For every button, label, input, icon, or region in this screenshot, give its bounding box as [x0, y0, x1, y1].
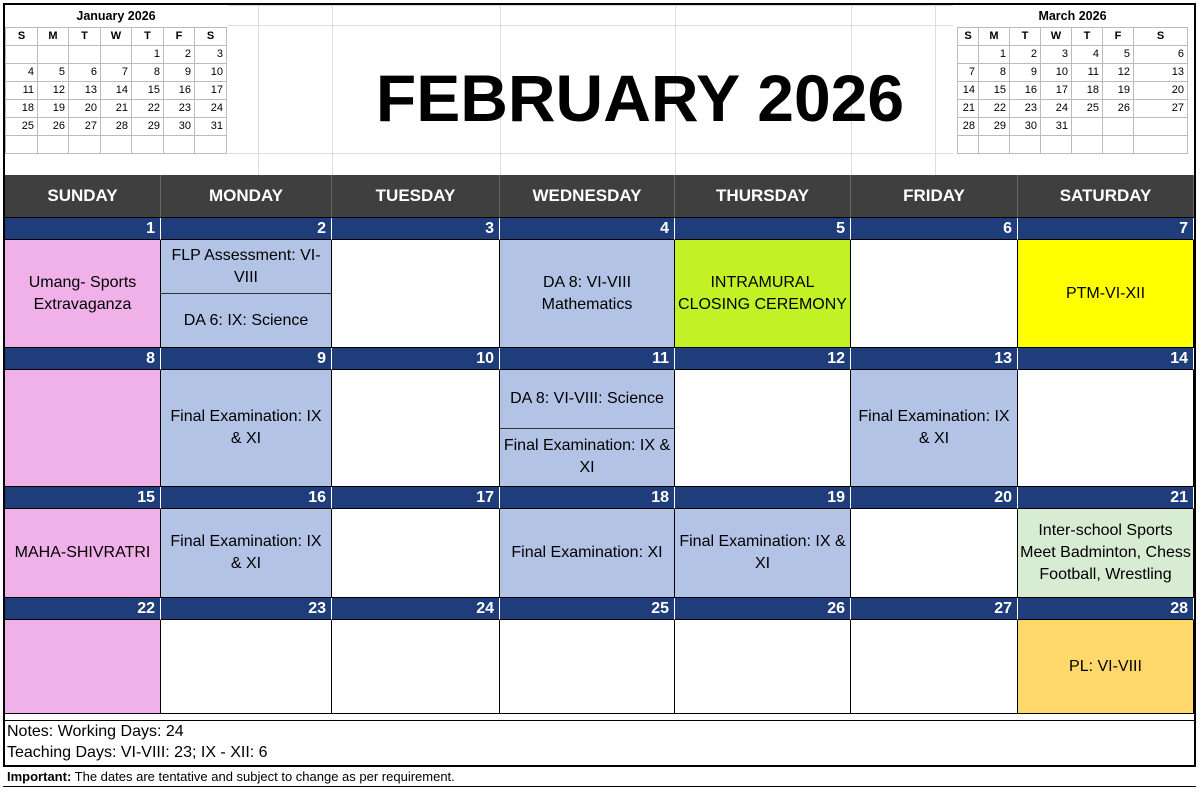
- day-cell[interactable]: [332, 509, 500, 598]
- important-label: Important:: [7, 769, 72, 784]
- date-number: 9: [161, 348, 332, 370]
- day-cell[interactable]: [1018, 370, 1194, 487]
- weekday-monday: MONDAY: [161, 175, 332, 217]
- important-note: [7, 769, 455, 784]
- day-cell[interactable]: [851, 370, 1018, 487]
- date-number: 5: [675, 218, 851, 240]
- mini-calendar-date: 19: [38, 99, 69, 117]
- date-number: 10: [332, 348, 500, 370]
- day-cell[interactable]: [161, 509, 332, 598]
- date-number: 17: [332, 487, 500, 509]
- mini-calendar-date: 14: [958, 81, 979, 99]
- calendar-event: PL: VI-VIII: [1069, 657, 1142, 675]
- mini-calendar-weekday: F: [1103, 27, 1134, 45]
- mini-calendar-date: 23: [164, 99, 195, 117]
- calendar-event: Umang- Sports Extravaganza: [28, 273, 137, 313]
- calendar-event: PTM-VI-XII: [1065, 284, 1146, 302]
- day-cell[interactable]: [161, 370, 332, 487]
- notes-working-days: Notes: Working Days: 24: [7, 723, 184, 740]
- day-cell[interactable]: [5, 620, 161, 714]
- calendar-event: Final Examination: IX & XI: [679, 533, 846, 572]
- mini-calendar-date: [6, 45, 38, 63]
- mini-calendar-date: 9: [164, 63, 195, 81]
- day-cell[interactable]: [675, 509, 851, 598]
- mini-calendar-date: 31: [195, 117, 227, 135]
- mini-calendar-weekday: F: [164, 27, 195, 45]
- notes-teaching-days: Teaching Days: VI-VIII: 23; IX - XII: 6: [7, 744, 268, 761]
- mini-calendar-date: 8: [979, 63, 1010, 81]
- mini-calendar-title: March 2026: [958, 5, 1188, 27]
- date-number-row: [5, 348, 1194, 370]
- date-number: 15: [5, 487, 161, 509]
- mini-calendar-date: 31: [1041, 117, 1072, 135]
- day-cell[interactable]: [161, 240, 332, 348]
- mini-calendar-date: 10: [1041, 63, 1072, 81]
- date-number: 14: [1018, 348, 1194, 370]
- mini-calendar-date: 18: [1072, 81, 1103, 99]
- mini-calendar-date: [69, 45, 101, 63]
- day-cell[interactable]: [1018, 620, 1194, 714]
- calendar-event: FLP Assessment: VI-VIII: [171, 246, 321, 286]
- day-cell[interactable]: [1018, 509, 1194, 598]
- day-cell[interactable]: [5, 240, 161, 348]
- mini-calendar-weekday: T: [1072, 27, 1103, 45]
- weekday-wednesday: WEDNESDAY: [500, 175, 675, 217]
- calendar-event: Final Examination: IX & XI: [170, 408, 322, 447]
- mini-calendar-date: 18: [6, 99, 38, 117]
- calendar-event: DA 6: IX: Science: [161, 293, 331, 347]
- mini-calendar-weekday: S: [1134, 27, 1188, 45]
- day-cell[interactable]: [675, 620, 851, 714]
- date-number: 19: [675, 487, 851, 509]
- mini-calendar-date: 4: [6, 63, 38, 81]
- weeks-container: [5, 218, 1194, 714]
- mini-calendar-date: 17: [1041, 81, 1072, 99]
- weekday-tuesday: TUESDAY: [332, 175, 500, 217]
- date-number: 13: [851, 348, 1018, 370]
- date-number: 28: [1018, 598, 1194, 620]
- day-cell[interactable]: [500, 370, 675, 487]
- mini-calendar-date: 15: [132, 81, 164, 99]
- mini-calendar-weekday: T: [1010, 27, 1041, 45]
- mini-calendar-date: 14: [101, 81, 132, 99]
- event-row: [5, 620, 1194, 714]
- mini-calendar-date: 15: [979, 81, 1010, 99]
- date-number-row: [5, 218, 1194, 240]
- mini-calendar-date: 19: [1103, 81, 1134, 99]
- day-cell[interactable]: [500, 620, 675, 714]
- date-number-row: [5, 598, 1194, 620]
- date-number: 27: [851, 598, 1018, 620]
- mini-calendar-date: 4: [1072, 45, 1103, 63]
- date-number: 24: [332, 598, 500, 620]
- day-cell[interactable]: [332, 620, 500, 714]
- date-number: 25: [500, 598, 675, 620]
- calendar-event: Inter-school Sports Meet Badminton, Chess Football, Wrestling: [1020, 522, 1191, 583]
- bottom-rule: [3, 786, 1196, 787]
- mini-calendar-date: 25: [6, 117, 38, 135]
- mini-calendar-date: 21: [101, 99, 132, 117]
- mini-calendar-date: 1: [132, 45, 164, 63]
- mini-calendar-weekday: S: [195, 27, 227, 45]
- date-number: 12: [675, 348, 851, 370]
- mini-calendar-weekday: M: [979, 27, 1010, 45]
- day-cell[interactable]: [332, 370, 500, 487]
- date-number: 26: [675, 598, 851, 620]
- mini-calendar-date: 7: [101, 63, 132, 81]
- mini-calendar-date: [1134, 117, 1188, 135]
- mini-calendar-weekday: M: [38, 27, 69, 45]
- mini-calendar-date: 8: [132, 63, 164, 81]
- weekday-saturday: SATURDAY: [1018, 175, 1194, 217]
- mini-calendar-date: [101, 45, 132, 63]
- date-number: 4: [500, 218, 675, 240]
- mini-calendar-date: 26: [1103, 99, 1134, 117]
- mini-calendar-date: 29: [979, 117, 1010, 135]
- mini-calendar-date: 24: [1041, 99, 1072, 117]
- date-number: 1: [5, 218, 161, 240]
- calendar-event: Final Examination: XI: [511, 544, 663, 561]
- date-number-row: [5, 487, 1194, 509]
- day-cell[interactable]: [332, 240, 500, 348]
- mini-calendar-date: 13: [1134, 63, 1188, 81]
- day-cell[interactable]: [675, 240, 851, 348]
- weekday-sunday: SUNDAY: [5, 175, 161, 217]
- day-cell[interactable]: [851, 509, 1018, 598]
- mini-calendar-weekday: W: [1041, 27, 1072, 45]
- date-number: 3: [332, 218, 500, 240]
- mini-calendar-weekday: S: [6, 27, 38, 45]
- mini-calendar-date: 11: [6, 81, 38, 99]
- date-number: 7: [1018, 218, 1194, 240]
- mini-calendar-date: 30: [1010, 117, 1041, 135]
- day-cell[interactable]: [161, 620, 332, 714]
- day-cell[interactable]: [1018, 240, 1194, 348]
- mini-calendar-date: 11: [1072, 63, 1103, 81]
- mini-calendar-date: 28: [101, 117, 132, 135]
- mini-calendar-date: 28: [958, 117, 979, 135]
- mini-calendar-date: [1072, 117, 1103, 135]
- mini-calendar-date: 2: [1010, 45, 1041, 63]
- mini-calendar-weekday: W: [101, 27, 132, 45]
- mini-calendar-date: 20: [1134, 81, 1188, 99]
- weekday-friday: FRIDAY: [851, 175, 1018, 217]
- mini-calendar-date: 22: [132, 99, 164, 117]
- calendar-event: DA 8: VI-VIII Mathematics: [541, 273, 633, 313]
- mini-calendar-weekday: S: [958, 27, 979, 45]
- mini-calendar-date: 5: [38, 63, 69, 81]
- date-number: 18: [500, 487, 675, 509]
- date-number: 2: [161, 218, 332, 240]
- notes-section: [5, 720, 1194, 766]
- mini-calendar-date: 3: [1041, 45, 1072, 63]
- mini-calendar-weekday: T: [69, 27, 101, 45]
- page-title: FEBRUARY 2026: [375, 61, 905, 135]
- mini-calendar-date: 21: [958, 99, 979, 117]
- date-number: 23: [161, 598, 332, 620]
- date-number: 11: [500, 348, 675, 370]
- mini-calendar-date: 3: [195, 45, 227, 63]
- date-number: 22: [5, 598, 161, 620]
- month-grid: [5, 175, 1194, 714]
- calendar-event: INTRAMURAL CLOSING CEREMONY: [678, 273, 847, 313]
- calendar-event: Final Examination: IX & XI: [170, 533, 322, 572]
- mini-calendar-date: 12: [1103, 63, 1134, 81]
- mini-calendar-date: [38, 45, 69, 63]
- mini-calendar-date: 26: [38, 117, 69, 135]
- mini-calendar-date: 22: [979, 99, 1010, 117]
- mini-calendar-date: 29: [132, 117, 164, 135]
- day-cell[interactable]: [500, 509, 675, 598]
- date-number: 20: [851, 487, 1018, 509]
- calendar-event: DA 8: VI-VIII: Science: [510, 389, 664, 407]
- mini-calendar-date: 6: [1134, 45, 1188, 63]
- day-cell[interactable]: [500, 240, 675, 348]
- mini-calendar-date: 5: [1103, 45, 1134, 63]
- event-row: [5, 370, 1194, 487]
- mini-calendar-date: 9: [1010, 63, 1041, 81]
- mini-calendar-january: [5, 5, 227, 154]
- day-cell[interactable]: [851, 240, 1018, 348]
- date-number: 16: [161, 487, 332, 509]
- mini-calendar-date: 27: [1134, 99, 1188, 117]
- mini-calendar-date: [1103, 117, 1134, 135]
- calendar-event: MAHA-SHIVRATRI: [14, 544, 151, 561]
- mini-calendar-date: 1: [979, 45, 1010, 63]
- mini-calendar-date: 17: [195, 81, 227, 99]
- mini-calendar-date: 20: [69, 99, 101, 117]
- top-grid-line: [228, 25, 953, 26]
- mini-calendar-date: 10: [195, 63, 227, 81]
- mini-calendar-date: 2: [164, 45, 195, 63]
- day-cell[interactable]: [851, 620, 1018, 714]
- calendar-event: Final Examination: IX & XI: [858, 408, 1010, 447]
- mini-calendar-date: 27: [69, 117, 101, 135]
- event-row: [5, 240, 1194, 348]
- date-number: 8: [5, 348, 161, 370]
- mini-calendar-date: 7: [958, 63, 979, 81]
- mini-calendar-date: 25: [1072, 99, 1103, 117]
- day-cell[interactable]: [675, 370, 851, 487]
- mini-calendar-date: 12: [38, 81, 69, 99]
- weekday-header-row: [5, 175, 1194, 218]
- mini-calendar-date: 30: [164, 117, 195, 135]
- mini-calendar-date: 24: [195, 99, 227, 117]
- mini-calendar-date: 6: [69, 63, 101, 81]
- mini-calendar-date: 16: [164, 81, 195, 99]
- date-number: 6: [851, 218, 1018, 240]
- mini-calendar-title: January 2026: [6, 5, 227, 27]
- important-text: The dates are tentative and subject to change as per requirement.: [71, 769, 455, 784]
- mini-calendar-date: 13: [69, 81, 101, 99]
- day-cell[interactable]: [5, 509, 161, 598]
- mini-calendar-weekday: T: [132, 27, 164, 45]
- weekday-thursday: THURSDAY: [675, 175, 851, 217]
- mini-calendar-date: 23: [1010, 99, 1041, 117]
- top-grid-line: [258, 5, 259, 175]
- day-cell[interactable]: [5, 370, 161, 487]
- top-grid-line: [228, 153, 953, 154]
- event-row: [5, 509, 1194, 598]
- calendar-event: Final Examination: IX & XI: [500, 428, 674, 487]
- top-grid-line: [228, 5, 953, 6]
- mini-calendar-date: 16: [1010, 81, 1041, 99]
- date-number: 21: [1018, 487, 1194, 509]
